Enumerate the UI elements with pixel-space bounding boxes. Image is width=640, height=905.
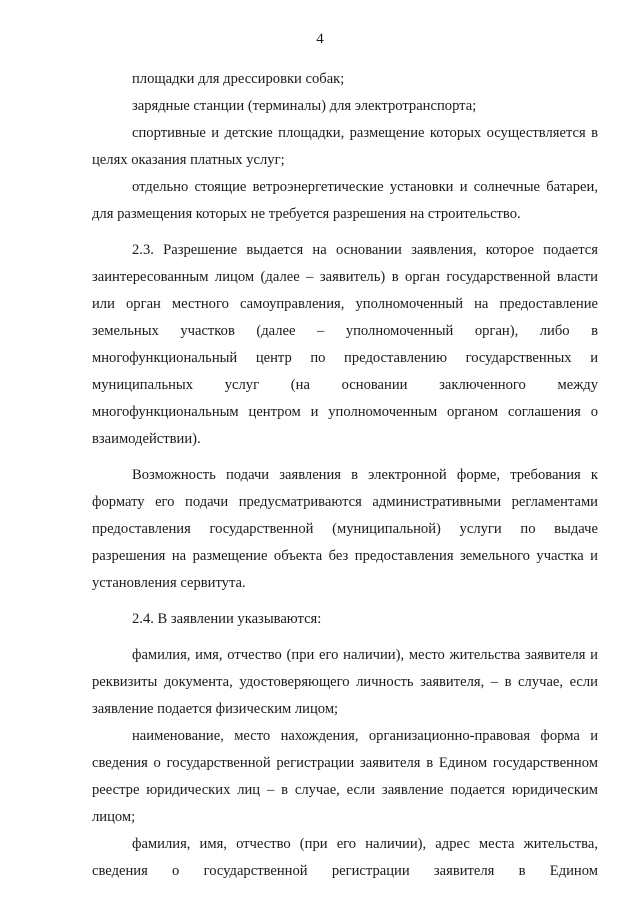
paragraph-individual-applicant: фамилия, имя, отчество (при его наличии), место жительства заявителя и реквизиты документа, удостоверяющего личность заявителя, – в случае, если заявление подается физическим лицом; xyxy=(92,647,598,717)
paragraph-sports-playgrounds: спортивные и детские площадки, размещение которых осуществляется в целях оказания платных услуг; xyxy=(92,125,598,168)
page-number: 4 xyxy=(316,31,324,47)
paragraph-section-2-4: 2.4. В заявлении указываются: xyxy=(132,611,322,627)
paragraph-charging-stations: зарядные станции (терминалы) для электротранспорта; xyxy=(132,98,477,114)
paragraph-dog-training-grounds: площадки для дрессировки собак; xyxy=(132,71,345,87)
paragraph-electronic-submission: Возможность подачи заявления в электронной форме, требования к формату его подачи предусматриваются административными регламентами предоставления государственной (муниципальной) услуги по выдаче разрешения на размещение объекта без предоставления земельного участка и установления сервитута. xyxy=(92,467,598,591)
paragraph-legal-entity-applicant: наименование, место нахождения, организационно-правовая форма и сведения о государственной регистрации заявителя в Едином государственном реестре юридических лиц – в случае, если заявление подается юридическим лицом; xyxy=(92,728,598,825)
paragraph-entrepreneur-applicant: фамилия, имя, отчество (при его наличии), адрес места жительства, сведения о государственной регистрации заявителя в Едином xyxy=(92,836,598,879)
paragraph-section-2-3: 2.3. Разрешение выдается на основании заявления, которое подается заинтересованным лицом (далее – заявитель) в орган государственной власти или орган местного самоуправления, уполномоченный на предоставление земельных участков (далее – уполномоченный орган), либо в многофункциональный центр по предоставлению государственных и муниципальных услуг (на основании заключенного между многофункциональным центром и уполномоченным органом соглашения о взаимодействии). xyxy=(92,242,598,447)
document-body xyxy=(92,66,598,885)
paragraph-wind-solar-installations: отдельно стоящие ветроэнергетические установки и солнечные батареи, для размещения которых не требуется разрешения на строительство. xyxy=(92,179,598,222)
